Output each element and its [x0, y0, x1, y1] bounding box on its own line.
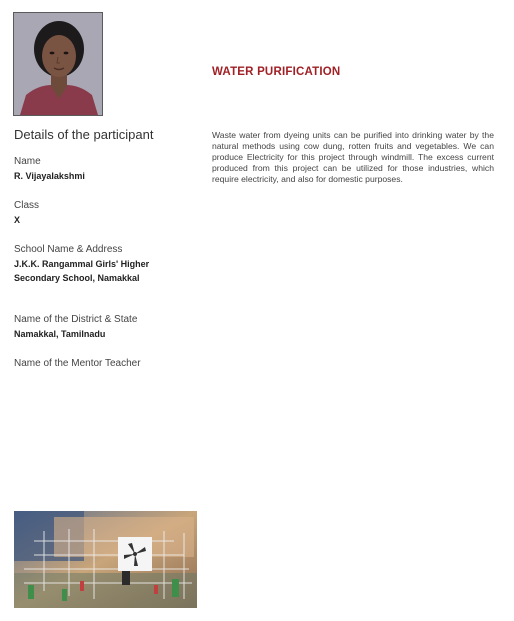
district-field: [14, 313, 137, 341]
district-label: Name of the District & State: [14, 314, 138, 325]
project-title: WATER PURIFICATION: [212, 66, 341, 78]
school-label: School Name & Address: [14, 244, 123, 255]
mentor-label: Name of the Mentor Teacher: [14, 358, 141, 369]
school-field: [14, 243, 149, 285]
class-value: X: [14, 215, 21, 225]
details-heading: Details of the participant: [14, 127, 154, 142]
district-value: Namakkal, Tamilnadu: [14, 329, 106, 339]
name-field: [14, 155, 85, 183]
school-value-line1: J.K.K. Rangammal Girls' Higher: [14, 259, 150, 269]
name-label: Name: [14, 156, 41, 167]
school-value-line2: Secondary School, Namakkal: [14, 273, 140, 283]
project-model-photo: [14, 511, 197, 608]
project-description: Waste water from dyeing units can be purified into drinking water by the natural methods using cow dung, rotten fruits and vegetables. We can produce Electricity for this project through windmill. The excess current produced from this project can be utilized for those industries, which require electricity, and also for domestic purposes.: [212, 130, 494, 184]
class-field: [14, 199, 39, 227]
mentor-field: [14, 357, 141, 370]
class-label: Class: [14, 200, 40, 211]
name-value: R. Vijayalakshmi: [14, 171, 85, 181]
participant-photo: [13, 12, 103, 116]
